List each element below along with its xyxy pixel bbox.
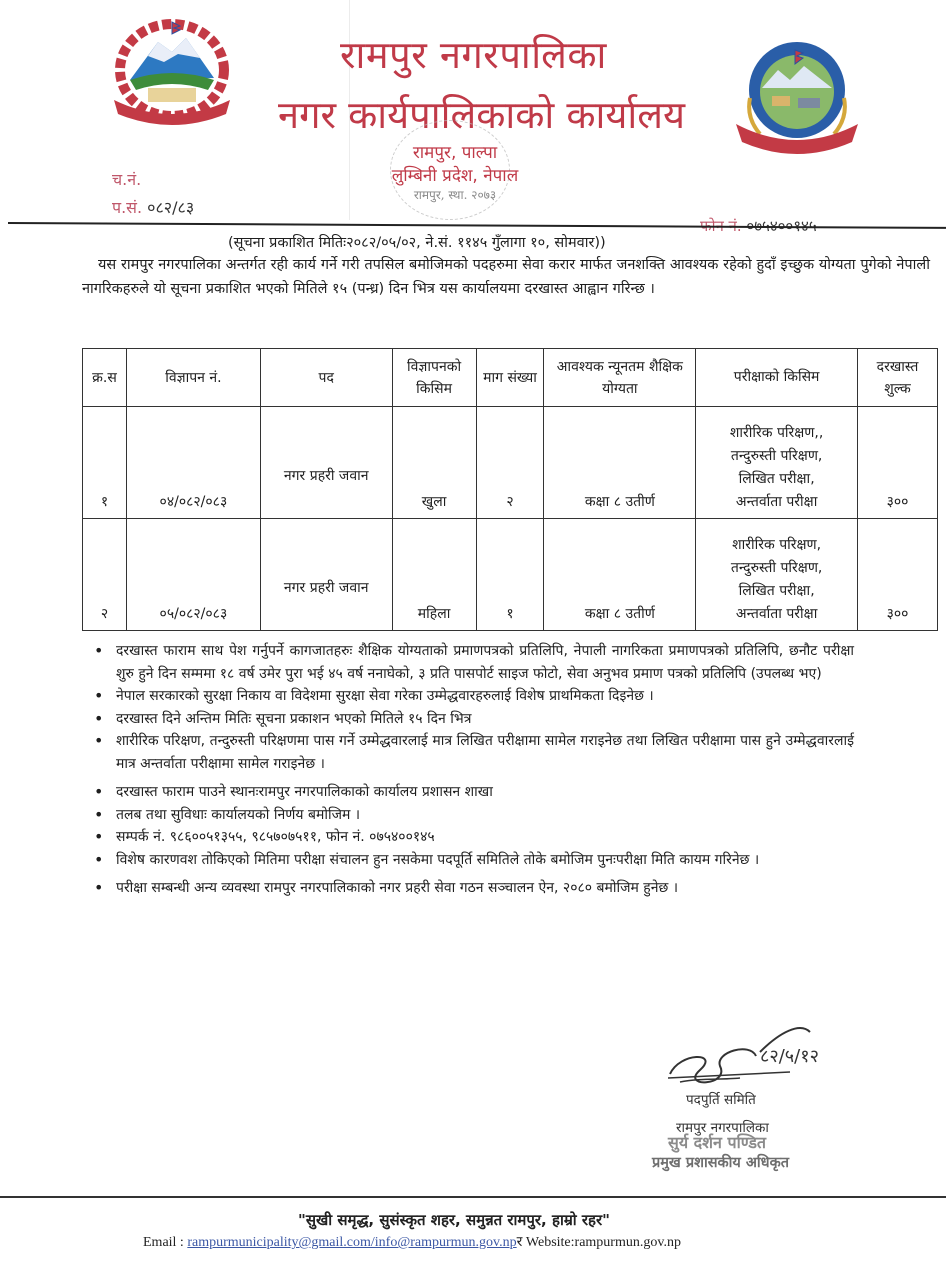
nepal-emblem-icon (108, 18, 236, 128)
cell-ad-type: खुला (392, 407, 476, 519)
cell-fee: ३०० (858, 519, 938, 631)
exam-line: तन्दुरुस्ती परिक्षण, (730, 448, 823, 464)
office-stamp (370, 130, 540, 220)
location-line-2: लुम्बिनी प्रदेश, नेपाल (391, 166, 519, 186)
list-item: • शारीरिक परिक्षण, तन्दुरुस्ती परिक्षणमा पास गर्ने उम्मेद्धवारलाई मात्र लिखित परीक्षामा सामेल गराइनेछ तथा लिखित परीक्षामा पास हुने उम्मेद्धवारलाई मात्र अन्तर्वाता परीक्षामा सामेल गराइनेछ । (94, 730, 854, 775)
footer-divider (0, 1196, 946, 1198)
list-item: • दरखास्त फाराम पाउने स्थानःरामपुर नगरपालिकाको कार्यालय प्रशासन शाखा (94, 781, 854, 804)
table-row (83, 519, 938, 631)
cell-ad-no: ०५/०८२/०८३ (126, 519, 260, 631)
signature-scrawl-icon (660, 1022, 840, 1096)
email-suffix: र (516, 1235, 523, 1250)
list-item: • सम्पर्क नं. ९८६००५१३५५, ९८५७०७५११, फोन नं. ०७५४००१४५ (94, 826, 854, 849)
location-line-1: रामपुर, पाल्पा (412, 143, 498, 163)
cell-post: नगर प्रहरी जवान (260, 519, 392, 631)
header-demand: माग संख्या (476, 349, 544, 407)
signatory-post: प्रमुख प्रशासकीय अधिकृत (652, 1155, 789, 1171)
reference-pa-sa-value: ०८२/८३ (147, 198, 195, 217)
website-value[interactable]: rampurmun.gov.np (574, 1235, 681, 1250)
cell-ad-type: महिला (392, 519, 476, 631)
cell-demand: १ (476, 519, 544, 631)
cell-exam-type (696, 407, 858, 519)
reference-pa-sa-label: प.सं. (112, 198, 143, 217)
cell-sn: २ (83, 519, 127, 631)
header-post: पद (260, 349, 392, 407)
municipality-name: रामपुर नगरपालिका (340, 33, 607, 77)
list-item: • दरखास्त फाराम साथ पेश गर्नुपर्ने कागजातहरुः शैक्षिक योग्यताको प्रमाणपत्रको प्रतिलिपि, नेपाली नागरिकता प्रमाणपत्रको प्रतिलिपि, छनौट परीक्षा शुरु हुने दिन सम्ममा १८ वर्ष उमेर पुरा भई ४५ वर्ष ननाघेको, ३ प्रति पासपोर्ट साइज फोटो, सेवा अनुभव प्रमाण पत्रको प्रतिलिपि (उपलब्ध भए) (94, 640, 854, 685)
header-ad-type: विज्ञापनको किसिम (392, 349, 476, 407)
email-link[interactable]: rampurmunicipality@gmail.com/info@rampurmun.gov.np (187, 1235, 517, 1250)
list-item: • विशेष कारणवश तोकिएको मितिमा परीक्षा संचालन हुन नसकेमा पदपूर्ति समितिले तोके बमोजिम पुनःपरीक्षा मिति कायम गरिनेछ । (94, 849, 854, 872)
cell-qualification: कक्षा ८ उतीर्ण (544, 407, 696, 519)
signature-date: ८२/५/१२ (760, 1046, 819, 1067)
website-label: Website: (522, 1235, 575, 1250)
exam-line: शारीरिक परिक्षण, (732, 537, 822, 553)
cell-post: नगर प्रहरी जवान (260, 407, 392, 519)
reference-cha-no: च.नं. (112, 170, 142, 189)
stamp-text: रामपुर, स्था. २०७३ (413, 188, 497, 202)
exam-line: शारीरिक परिक्षण,, (729, 425, 824, 441)
list-item: • परीक्षा सम्बन्धी अन्य व्यवस्था रामपुर नगरपालिकाको नगर प्रहरी सेवा गठन सञ्चालन ऐन, २०८० बमोजिम हुनेछ । (94, 877, 854, 900)
table-header-row (83, 349, 938, 407)
signature-committee: पदपुर्ति समिति (686, 1092, 756, 1108)
notice-intro: यस रामपुर नगरपालिका अन्तर्गत रही कार्य गर्ने गरी तपसिल बमोजिमको पदहरुमा सेवा करार मार्फत जनशक्ति आवश्यक रहेको हुदाँ इच्छुक योग्यता पुगेको नेपाली नागरिकहरुले यो सूचना प्रकाशित भएको मितिले १५ (पन्ध्र) दिन भित्र यस कार्यालयमा दरखास्त आह्वान गरिन्छ । (82, 257, 930, 297)
header-exam-type: परीक्षाको किसिम (696, 349, 858, 407)
signatory-name: सुर्य दर्शन पण्डित (668, 1133, 767, 1152)
email-label: Email : (143, 1235, 188, 1250)
header-qualification: आवश्यक न्यूनतम शैक्षिक योग्यता (544, 349, 696, 407)
office-name: नगर कार्यपालिकाको कार्यालय (278, 93, 686, 137)
list-item: • तलब तथा सुविधाः कार्यालयको निर्णय बमोजिम । (94, 804, 854, 827)
list-item: • दरखास्त दिने अन्तिम मितिः सूचना प्रकाशन भएको मितिले १५ दिन भित्र (94, 708, 854, 731)
notice-published-date: (सूचना प्रकाशित मितिः२०८२/०५/०२, ने.सं. ११४५ गुँलागा १०, सोमवार)) (228, 235, 606, 251)
cell-fee: ३०० (858, 407, 938, 519)
exam-line: लिखित परीक्षा, (738, 583, 815, 599)
footer-motto: "सुखी समृद्ध, सुसंस्कृत शहर, समुन्नत रामपुर, हाम्रो रहर" (298, 1211, 610, 1229)
footer-contact (143, 1232, 681, 1251)
cell-sn: १ (83, 407, 127, 519)
signature-org: रामपुर नगरपालिका (676, 1120, 769, 1136)
header-fee: दरखास्त शुल्क (858, 349, 938, 407)
header-ad-no: विज्ञापन नं. (126, 349, 260, 407)
cell-qualification: कक्षा ८ उतीर्ण (544, 519, 696, 631)
vacancy-table (82, 348, 938, 631)
exam-line: तन्दुरुस्ती परिक्षण, (730, 560, 823, 576)
cell-ad-no: ०४/०८२/०८३ (126, 407, 260, 519)
exam-line: अन्तर्वाता परीक्षा (735, 494, 818, 510)
list-item: • नेपाल सरकारको सुरक्षा निकाय वा विदेशमा सुरक्षा सेवा गरेका उम्मेद्धवारहरुलाई विशेष प्राथमिकता दिइनेछ । (94, 685, 854, 708)
table-row (83, 407, 938, 519)
rampur-municipality-logo-icon (732, 38, 862, 160)
exam-line: अन्तर्वाता परीक्षा (735, 606, 818, 622)
notice-conditions-list (94, 640, 854, 900)
reference-pa-sa (112, 196, 194, 218)
cell-exam-type (696, 519, 858, 631)
header-sn: क्र.स (83, 349, 127, 407)
cell-demand: २ (476, 407, 544, 519)
exam-line: लिखित परीक्षा, (738, 471, 815, 487)
